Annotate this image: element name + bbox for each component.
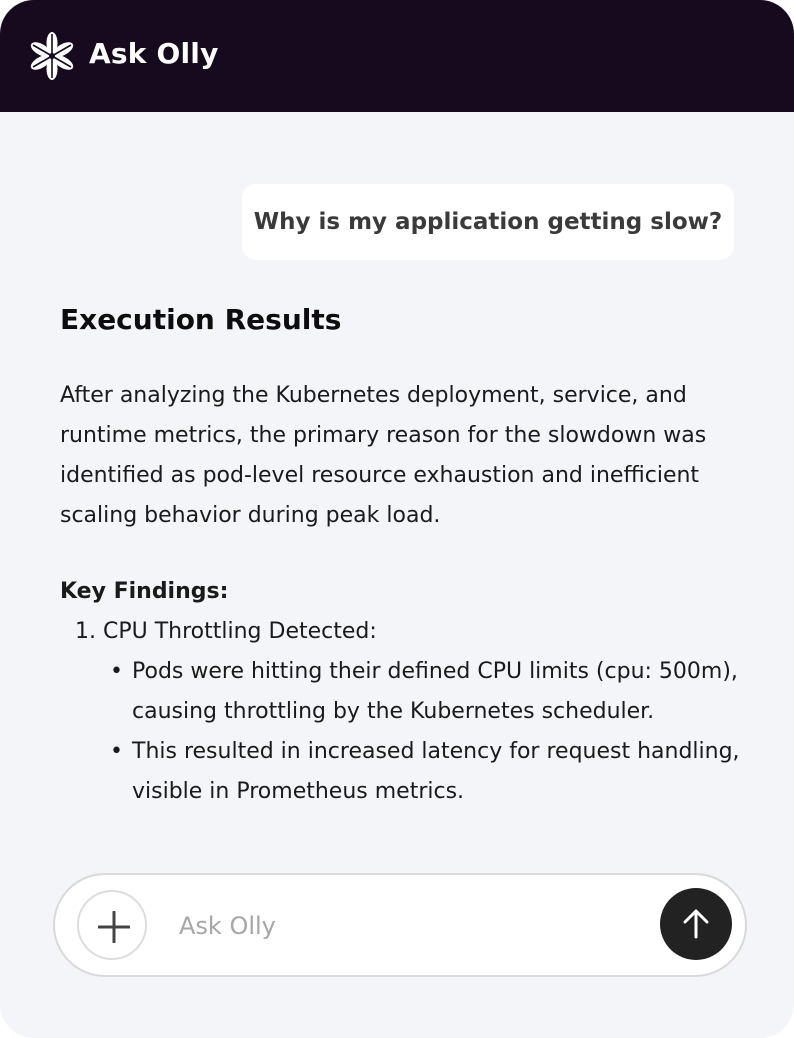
app-title: Ask Olly	[89, 37, 219, 70]
finding-title: CPU Throttling Detected:	[103, 619, 377, 644]
finding-item	[60, 612, 740, 652]
plus-icon	[98, 911, 130, 943]
finding-bullet-list	[60, 652, 740, 812]
send-button[interactable]	[660, 888, 732, 960]
bullet-dot: •	[110, 739, 123, 764]
finding-bullet	[60, 732, 740, 812]
message-composer	[53, 873, 747, 977]
user-message-text: Why is my application getting slow?	[253, 209, 723, 235]
assistant-response	[60, 300, 740, 812]
message-input[interactable]	[179, 903, 649, 949]
header-bar	[0, 0, 794, 112]
user-message-bubble	[242, 184, 734, 260]
key-findings-heading: Key Findings:	[60, 579, 229, 604]
finding-number: 1.	[75, 619, 96, 644]
finding-bullet-text: This resulted in increased latency for request handling, visible in Prometheus metrics.	[132, 739, 740, 804]
arrow-up-icon	[682, 909, 710, 939]
finding-bullet-text: Pods were hitting their defined CPU limits (cpu: 500m), causing throttling by the Kubernetes scheduler.	[132, 659, 738, 724]
flower-logo-icon	[30, 31, 74, 81]
conversation-area[interactable]	[0, 112, 794, 1038]
finding-bullet	[60, 652, 740, 732]
response-title: Execution Results	[60, 303, 342, 336]
bullet-dot: •	[110, 659, 123, 684]
add-attachment-button[interactable]	[77, 890, 147, 960]
response-paragraph: After analyzing the Kubernetes deployment, service, and runtime metrics, the primary reason for the slowdown was identified as pod-level resource exhaustion and inefficient scaling behavior during peak load.	[60, 383, 707, 528]
